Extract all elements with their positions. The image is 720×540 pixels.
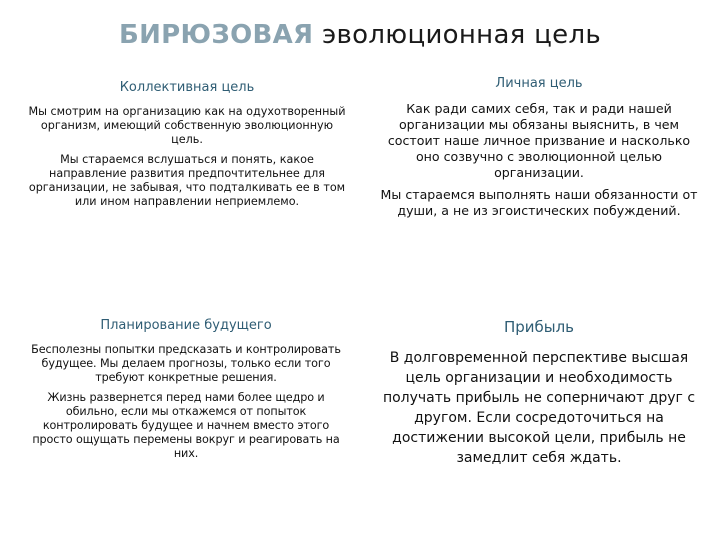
profit-section bbox=[378, 318, 700, 474]
profit-paragraph-1: В долговременной перспективе высшая цель организации и необходимость получать прибыль не соперничают друг с другом. Если сосредоточиться на достижении высокой цели, прибыль не замедлит себя ждать. bbox=[382, 350, 696, 466]
future-planning-heading: Планирование будущего bbox=[100, 318, 272, 333]
future-planning-paragraph-1: Бесполезны попытки предсказать и контролировать будущее. Мы делаем прогнозы, только если того требуют конкретные решения. bbox=[31, 343, 341, 384]
title-rest: эволюционная цель bbox=[321, 20, 602, 50]
page-title bbox=[0, 20, 720, 50]
title-accent: БИРЮЗОВАЯ bbox=[118, 20, 314, 50]
personal-goal-paragraph-1: Как ради самих себя, так и ради нашей организации мы обязаны выяснить, в чем состоит наше личное призвание и насколько оно созвучно с эволюционной целью организации. bbox=[387, 101, 691, 180]
personal-goal-heading: Личная цель bbox=[495, 76, 583, 91]
personal-goal-section bbox=[378, 76, 700, 225]
profit-heading: Прибыль bbox=[503, 318, 575, 336]
collective-goal-section bbox=[28, 80, 346, 215]
collective-goal-paragraph-1: Мы смотрим на организацию как на одухотворенный организм, имеющий собственную эволюционную цель. bbox=[28, 105, 346, 146]
future-planning-section bbox=[26, 318, 346, 467]
future-planning-paragraph-2: Жизнь развернется перед нами более щедро и обильно, если мы откажемся от попыток контролировать будущее и начнем вместо этого просто ощущать перемены вокруг и реагировать на них. bbox=[32, 391, 340, 460]
collective-goal-paragraph-2: Мы стараемся вслушаться и понять, какое направление развития предпочтительнее для организации, не забывая, что подталкивать ее в том или ином направлении неприемлемо. bbox=[28, 153, 346, 208]
collective-goal-heading: Коллективная цель bbox=[119, 80, 255, 95]
personal-goal-paragraph-2: Мы стараемся выполнять наши обязанности от души, а не из эгоистических побуждений. bbox=[380, 187, 698, 218]
